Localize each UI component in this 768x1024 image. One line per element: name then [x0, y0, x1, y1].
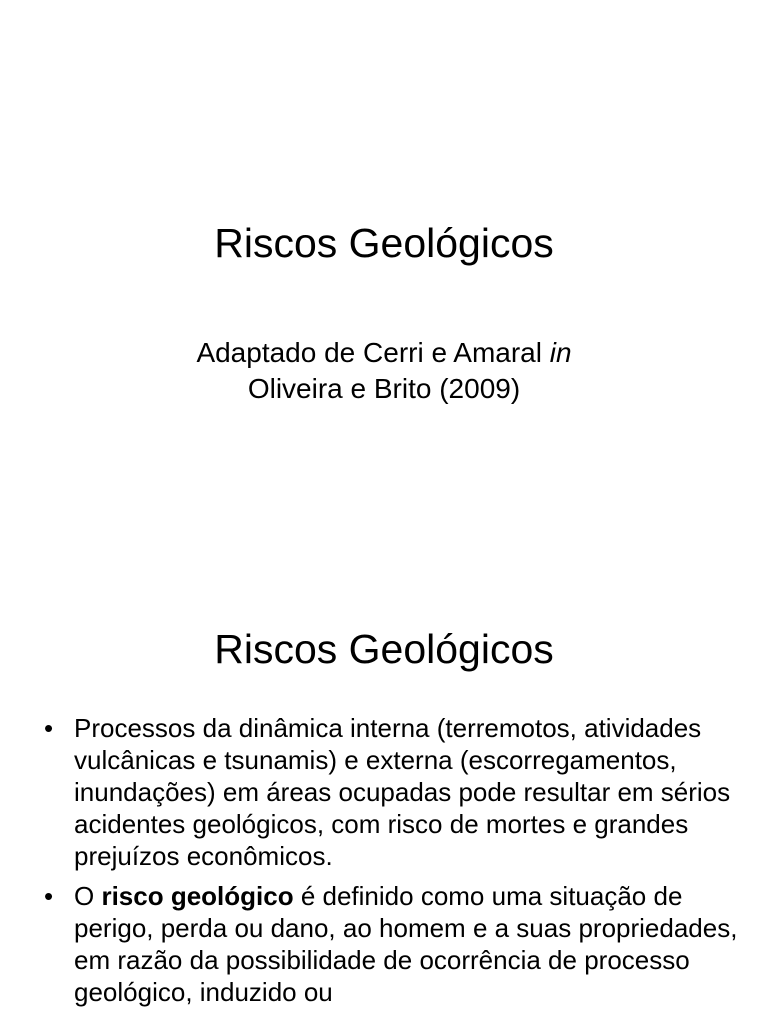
slide-1-subtitle	[0, 335, 768, 407]
bullet-list	[44, 712, 749, 1016]
bullet-2-text-end: é definido como uma situação de perigo, perda ou dano, ao homem e a suas propriedades, em razão da possibilidade de ocorrência de processo geológico, induzido ou	[74, 881, 738, 1007]
bullet-item-2	[44, 880, 749, 1008]
bullet-dot-icon: •	[44, 713, 54, 743]
slide-2-title: Riscos Geológicos	[214, 626, 554, 672]
bullet-2-text-start: O	[74, 881, 102, 911]
subtitle-line-2: Oliveira e Brito (2009)	[247, 373, 521, 404]
slide-1-title: Riscos Geológicos	[214, 220, 554, 266]
slide-2	[0, 576, 768, 1024]
subtitle-italic-in: in	[549, 337, 572, 368]
bullet-item-1	[44, 712, 749, 872]
subtitle-text: Adaptado de Cerri e Amaral	[196, 337, 550, 368]
bullet-2-bold-term: risco geológico	[101, 881, 294, 911]
bullet-dot-icon: •	[44, 881, 54, 911]
subtitle-line-1	[0, 335, 768, 371]
bullet-1-text: Processos da dinâmica interna (terremotos, atividades vulcânicas e tsunamis) e externa (escorregamentos, inundações) em áreas ocupadas pode resultar em sérios acidentes geológicos, com risco de mortes e grandes prejuízos econômicos.	[74, 713, 731, 871]
